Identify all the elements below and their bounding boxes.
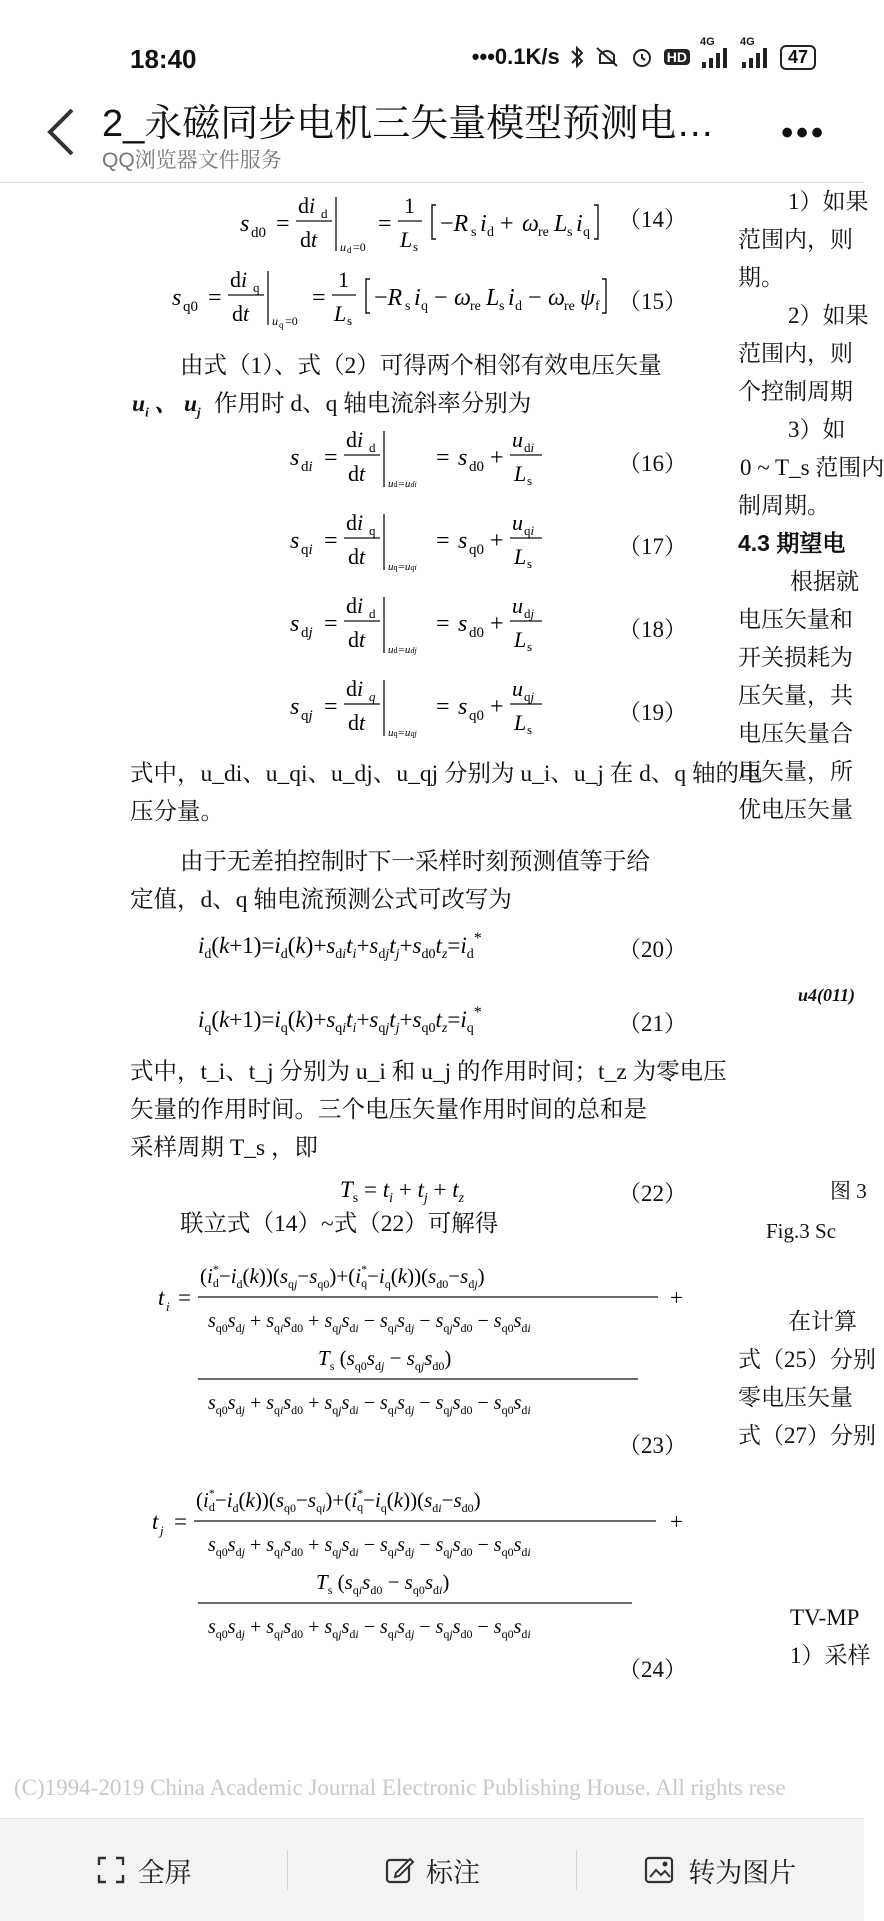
svg-text:di: di (230, 267, 248, 292)
right-line: 期。 (738, 265, 784, 290)
svg-text:Ts (sqisd0 − sq0sdi): $T_s$ $(s_{qi}s_{d0} - s_{q0}s_{di})$ (316, 1570, 450, 1597)
equation-17 (290, 510, 550, 581)
svg-text:+: + (670, 1285, 683, 1310)
right-line: 根据就 (790, 569, 859, 594)
svg-text:s: s (172, 285, 182, 311)
svg-text:di: di (298, 193, 316, 218)
svg-text:+: + (490, 445, 504, 471)
svg-text:id(k+1)=id(k)+sditi+sdjtj+sd0t: $i_d(k+1)=i_d(k)+s_{di}t_i+s_{dj}t_j+s_{d0}t_z=i_d^*$ (198, 930, 482, 962)
mute-icon (594, 45, 620, 69)
svg-text:dt: dt (232, 301, 250, 326)
right-line: 个控制周期 (738, 379, 853, 404)
svg-text:i: i (480, 211, 487, 237)
annotate-button[interactable] (288, 1851, 575, 1890)
svg-text:qj: qj (301, 708, 313, 724)
document-title: 2_永磁同步电机三矢量模型预测电… (102, 103, 715, 145)
svg-text:dt: dt (348, 461, 366, 486)
svg-text:s: s (471, 225, 477, 240)
edit-icon (384, 1855, 414, 1885)
svg-text:d: d (515, 299, 522, 314)
svg-text:d: d (369, 606, 376, 621)
svg-text:=: = (324, 694, 338, 720)
paragraph-2-line-1: 式中，u_di、u_qi、u_dj、u_qj 分别为 u_i、u_j 在 d、q 轴的电 (130, 761, 763, 787)
svg-text:q: q (583, 225, 590, 240)
svg-text:s: s (458, 445, 468, 471)
svg-text:u: u (512, 593, 523, 618)
svg-text:s: s (499, 299, 505, 314)
svg-text:s: s (527, 722, 533, 737)
svg-text:q: q (369, 523, 376, 538)
right-line: 范围内，则 (738, 227, 853, 252)
copyright-watermark: (C)1994-2019 China Academic Journal Electronic Publishing House. All rights rese (14, 1775, 786, 1800)
figure-caption-en: Fig.3 Sc (766, 1219, 837, 1243)
svg-text:=0: =0 (285, 314, 298, 328)
svg-text:q: q (369, 689, 376, 704)
svg-text:L: L (514, 710, 527, 735)
right-line: 1）如果 (788, 189, 869, 214)
right-line: 优电压矢量 (738, 797, 853, 822)
svg-text:L: L (400, 227, 413, 252)
convert-to-image-label: 转为图片 (688, 1857, 797, 1888)
right-section-heading: 4.3 期望电 (738, 530, 846, 556)
svg-text:s: s (290, 528, 300, 554)
svg-text:L: L (514, 627, 527, 652)
svg-text:−R: −R (440, 211, 469, 237)
svg-text:iq(k+1)=iq(k)+sqiti+sqjtj+sq0t: $i_q(k+1)=i_q(k)+s_{qi}t_i+s_{qj}t_j+s_{q0}t_z=i_q^*$ (198, 1004, 482, 1036)
svg-text:(i*d−id(k))(sq0−sqi)+(i*q−iq(k: (i* $d-i_d(k))(s_{q0}-s_{qi})+(i^*$ $q-i_q(k))(s_{di}-s_{d0})$ (196, 1486, 481, 1515)
bluetooth-icon (570, 45, 584, 69)
svg-text:di: di (346, 676, 364, 701)
svg-text:dj: dj (524, 606, 535, 621)
svg-text:=: = (174, 1509, 187, 1534)
svg-text:Ts = ti + tj + tz: $T_s = t_i + t_j + t_z$ (340, 1177, 465, 1206)
svg-text:q: q (279, 320, 284, 330)
svg-text:(i*d−id(k))(sqj−sq0)+(i*q−iq(k: (i* $d-i_d(k))(s_{qj}-s_{q0})+(i^*$ $q-i_q(k))(s_{d0}-s_{dj})$ (200, 1262, 485, 1291)
svg-text:=: = (324, 611, 338, 637)
svg-text:j: j (160, 1523, 164, 1538)
svg-text:−: − (528, 285, 542, 311)
signal-4g-icon (699, 36, 730, 68)
bottom-toolbar (0, 1818, 864, 1921)
right-line: 电压矢量合 (738, 721, 853, 746)
right-line: 式（27）分别 (738, 1423, 876, 1448)
right-line: TV-MP (790, 1605, 860, 1630)
svg-text:qj: qj (524, 689, 535, 704)
paragraph-1-line-2: 作用时 d、q 轴电流斜率分别为 (214, 391, 532, 417)
status-icons (471, 36, 816, 70)
eq-number-20: （20） (618, 937, 687, 962)
right-line: 开关损耗为 (738, 645, 853, 670)
right-line: 式（25）分别 (738, 1347, 876, 1372)
svg-text:s: s (413, 239, 419, 254)
figure-vector-label: u4(011) (798, 985, 856, 1005)
svg-text:s: s (527, 639, 533, 654)
svg-text:dt: dt (348, 544, 366, 569)
svg-text:ud=udi: ud=udi (388, 478, 417, 490)
annotate-label: 标注 (425, 1857, 480, 1888)
svg-text:=: = (436, 445, 450, 471)
document-subtitle: QQ浏览器文件服务 (102, 149, 282, 172)
eq-number-17: （17） (618, 534, 687, 559)
svg-text:d: d (347, 245, 352, 255)
svg-text:=0: =0 (353, 240, 366, 254)
svg-text:s: s (290, 445, 300, 471)
svg-text:sq0sdj + sqisd0 + sqjsdi − sqi: $s_{q0}s_{dj} + s_{qi}s_{d0} + s_{qj}s_{di} - s_{qi}s_{dj} - s_{qj}s_{d0} - s_{q0}s_{di}$ (208, 1616, 531, 1641)
right-line: 在计算 (788, 1309, 857, 1334)
svg-text:dt: dt (348, 710, 366, 735)
svg-text:di: di (524, 440, 535, 455)
equation-23 (158, 1245, 698, 1432)
svg-text:s: s (527, 473, 533, 488)
svg-text:d: d (487, 225, 494, 240)
svg-text:+: + (500, 211, 514, 237)
svg-text:=: = (178, 1285, 191, 1310)
svg-text:=: = (378, 211, 392, 237)
svg-text:s: s (458, 694, 468, 720)
svg-text:=: = (276, 211, 290, 237)
svg-text:=: = (208, 285, 222, 311)
paragraph-1-line-1: 由式（1）、式（2）可得两个相邻有效电压矢量 (180, 353, 662, 379)
svg-text:−R: −R (374, 285, 403, 311)
fullscreen-label: 全屏 (137, 1857, 192, 1888)
equation-24 (152, 1469, 692, 1656)
right-line: 1）采样 (790, 1643, 871, 1668)
svg-text:1: 1 (338, 267, 349, 292)
svg-text:t: t (158, 1285, 165, 1310)
svg-text:L: L (486, 285, 500, 311)
right-line: 范围内，则 (738, 341, 853, 366)
svg-text:re: re (470, 299, 481, 314)
svg-text:ω: ω (522, 211, 539, 237)
battery-icon: 47 (780, 45, 816, 70)
back-button[interactable] (40, 102, 90, 162)
svg-text:di: di (346, 427, 364, 452)
status-time: 18:40 (130, 44, 197, 74)
right-line: 2）如果 (788, 303, 869, 328)
svg-text:u: u (272, 314, 278, 328)
paragraph-2-line-2: 压分量。 (130, 799, 224, 825)
paragraph-4-line-1: 式中，t_i、t_j 分别为 u_i 和 u_j 的作用时间；t_z 为零电压 (130, 1059, 727, 1085)
svg-text:u: u (512, 427, 523, 452)
right-line: 3）如 (788, 417, 846, 442)
svg-text:=: = (324, 528, 338, 554)
svg-text:i: i (166, 1299, 170, 1314)
eq-number-19: （19） (618, 700, 687, 725)
net1-label: 4G (699, 36, 715, 48)
svg-text:L: L (514, 544, 527, 569)
svg-text:ω: ω (454, 285, 471, 311)
eq-number-15: （15） (618, 289, 687, 314)
convert-to-image-button[interactable] (577, 1851, 864, 1890)
svg-text:s: s (458, 528, 468, 554)
svg-text:s: s (527, 556, 533, 571)
signal-4g-icon-2 (739, 36, 770, 68)
equation-16 (290, 427, 550, 498)
paragraph-4-line-2: 矢量的作用时间。三个电压矢量作用时间的总和是 (130, 1097, 647, 1123)
svg-text:s: s (567, 225, 573, 240)
svg-text:s: s (240, 211, 250, 237)
paragraph-4-line-3: 采样周期 T_s ，即 (130, 1135, 318, 1161)
more-options-button[interactable]: ••• (781, 114, 826, 152)
svg-text:L: L (334, 301, 347, 326)
svg-text:uq=uqi: uq=uqi (388, 561, 417, 573)
eq-number-23: （23） (618, 1433, 687, 1458)
svg-text:s: s (290, 611, 300, 637)
right-line: 压矢量，所 (738, 759, 853, 784)
svg-text:u: u (512, 510, 523, 535)
equation-15 (172, 267, 652, 336)
svg-text:d0: d0 (469, 459, 484, 475)
equation-19 (290, 676, 550, 747)
eq-number-24: （24） (618, 1657, 687, 1682)
right-line: 压矢量，共 (738, 683, 853, 708)
svg-text:s: s (458, 611, 468, 637)
svg-text:L: L (514, 461, 527, 486)
svg-text:s: s (347, 313, 353, 328)
svg-text:Ts (sq0sdj − sqjsd0): $T_s$ $(s_{q0}s_{dj} - s_{qj}s_{d0})$ (318, 1346, 452, 1373)
svg-text:f: f (595, 299, 600, 314)
app-header (0, 92, 864, 183)
svg-text:re: re (564, 299, 575, 314)
svg-text:q0: q0 (183, 299, 198, 315)
equation-21 (198, 999, 598, 1046)
svg-text:uq=uqj: uq=uqj (388, 727, 417, 739)
svg-text:i: i (576, 211, 583, 237)
svg-text:di: di (346, 510, 364, 535)
fullscreen-button[interactable] (0, 1851, 287, 1890)
svg-text:=: = (312, 285, 326, 311)
paragraph-1-line-2-vectors: $u_i$ 、 $u_j$ (132, 391, 201, 420)
svg-text:=: = (436, 528, 450, 554)
svg-text:L: L (554, 211, 568, 237)
right-line: 制周期。 (738, 493, 830, 518)
eq-number-14: （14） (618, 207, 687, 232)
svg-text:+: + (490, 528, 504, 554)
svg-text:ψ: ψ (580, 285, 595, 311)
svg-text:u: u (340, 240, 346, 254)
right-line: 0 ~ T_s 范围内 (740, 455, 884, 480)
svg-text:+: + (490, 694, 504, 720)
svg-text:d: d (369, 440, 376, 455)
svg-text:=: = (436, 611, 450, 637)
svg-text:q: q (253, 280, 260, 295)
status-bar (0, 0, 864, 92)
svg-text:sq0sdj + sqisd0 + sqjsdi − sqi: $s_{q0}s_{dj} + s_{qi}s_{d0} + s_{qj}s_{di} - s_{qi}s_{dj} - s_{qj}s_{d0} - s_{q0}s_{di}$ (208, 1310, 531, 1335)
svg-text:i: i (508, 285, 515, 311)
figure-caption-cn: 图 3 (830, 1179, 867, 1203)
right-line: 零电压矢量 (738, 1385, 853, 1410)
svg-text:+: + (490, 611, 504, 637)
svg-text:u: u (512, 676, 523, 701)
svg-text:d0: d0 (251, 225, 266, 241)
svg-text:re: re (538, 225, 549, 240)
right-line: 电压矢量和 (738, 607, 853, 632)
svg-text:1: 1 (404, 193, 415, 218)
svg-text:di: di (346, 593, 364, 618)
svg-text:ω: ω (548, 285, 565, 311)
paragraph-3-line-2: 定值，d、q 轴电流预测公式可改写为 (130, 887, 512, 913)
svg-text:+: + (670, 1509, 683, 1534)
net2-label: 4G (739, 36, 755, 48)
paragraph-3-line-1: 由于无差拍控制时下一采样时刻预测值等于给 (180, 849, 650, 875)
svg-text:di: di (301, 459, 313, 475)
svg-text:qi: qi (301, 542, 313, 558)
svg-text:dt: dt (300, 227, 318, 252)
svg-text:d: d (321, 206, 328, 221)
equation-18 (290, 593, 550, 664)
svg-text:q: q (421, 299, 428, 314)
svg-text:ud=udj: ud=udj (388, 644, 417, 656)
fullscreen-icon (96, 1855, 126, 1885)
svg-text:q0: q0 (469, 542, 484, 558)
network-speed: •••0.1K/s (471, 44, 560, 69)
svg-text:qi: qi (524, 523, 535, 538)
image-convert-icon (644, 1855, 676, 1885)
hd-icon: HD (664, 49, 690, 65)
eq-number-16: （16） (618, 451, 687, 476)
svg-text:d0: d0 (469, 625, 484, 641)
equation-20 (198, 925, 598, 972)
svg-text:s: s (290, 694, 300, 720)
paragraph-5: 联立式（14）~式（22）可解得 (180, 1211, 499, 1237)
svg-text:t: t (152, 1509, 159, 1534)
chevron-left-icon (40, 102, 80, 162)
svg-text:sq0sdj + sqisd0 + sqjsdi − sqi: $s_{q0}s_{dj} + s_{qi}s_{d0} + s_{qj}s_{di} - s_{qi}s_{dj} - s_{qj}s_{d0} - s_{q0}s_{di}$ (208, 1534, 531, 1559)
svg-text:dj: dj (301, 625, 313, 641)
eq-number-22: （22） (618, 1181, 687, 1206)
svg-text:=: = (324, 445, 338, 471)
eq-number-18: （18） (618, 617, 687, 642)
svg-text:q0: q0 (469, 708, 484, 724)
document-viewer[interactable] (0, 183, 884, 1818)
eq-number-21: （21） (618, 1011, 687, 1036)
svg-text:sq0sdj + sqisd0 + sqjsdi − sqi: $s_{q0}s_{dj} + s_{qi}s_{d0} + s_{qj}s_{di} - s_{qi}s_{dj} - s_{qj}s_{d0} - s_{q0}s_{di}$ (208, 1392, 531, 1417)
svg-text:−: − (434, 285, 448, 311)
svg-text:=: = (436, 694, 450, 720)
alarm-icon (630, 45, 654, 69)
svg-text:dt: dt (348, 627, 366, 652)
svg-text:s: s (405, 299, 411, 314)
svg-text:i: i (414, 285, 421, 311)
